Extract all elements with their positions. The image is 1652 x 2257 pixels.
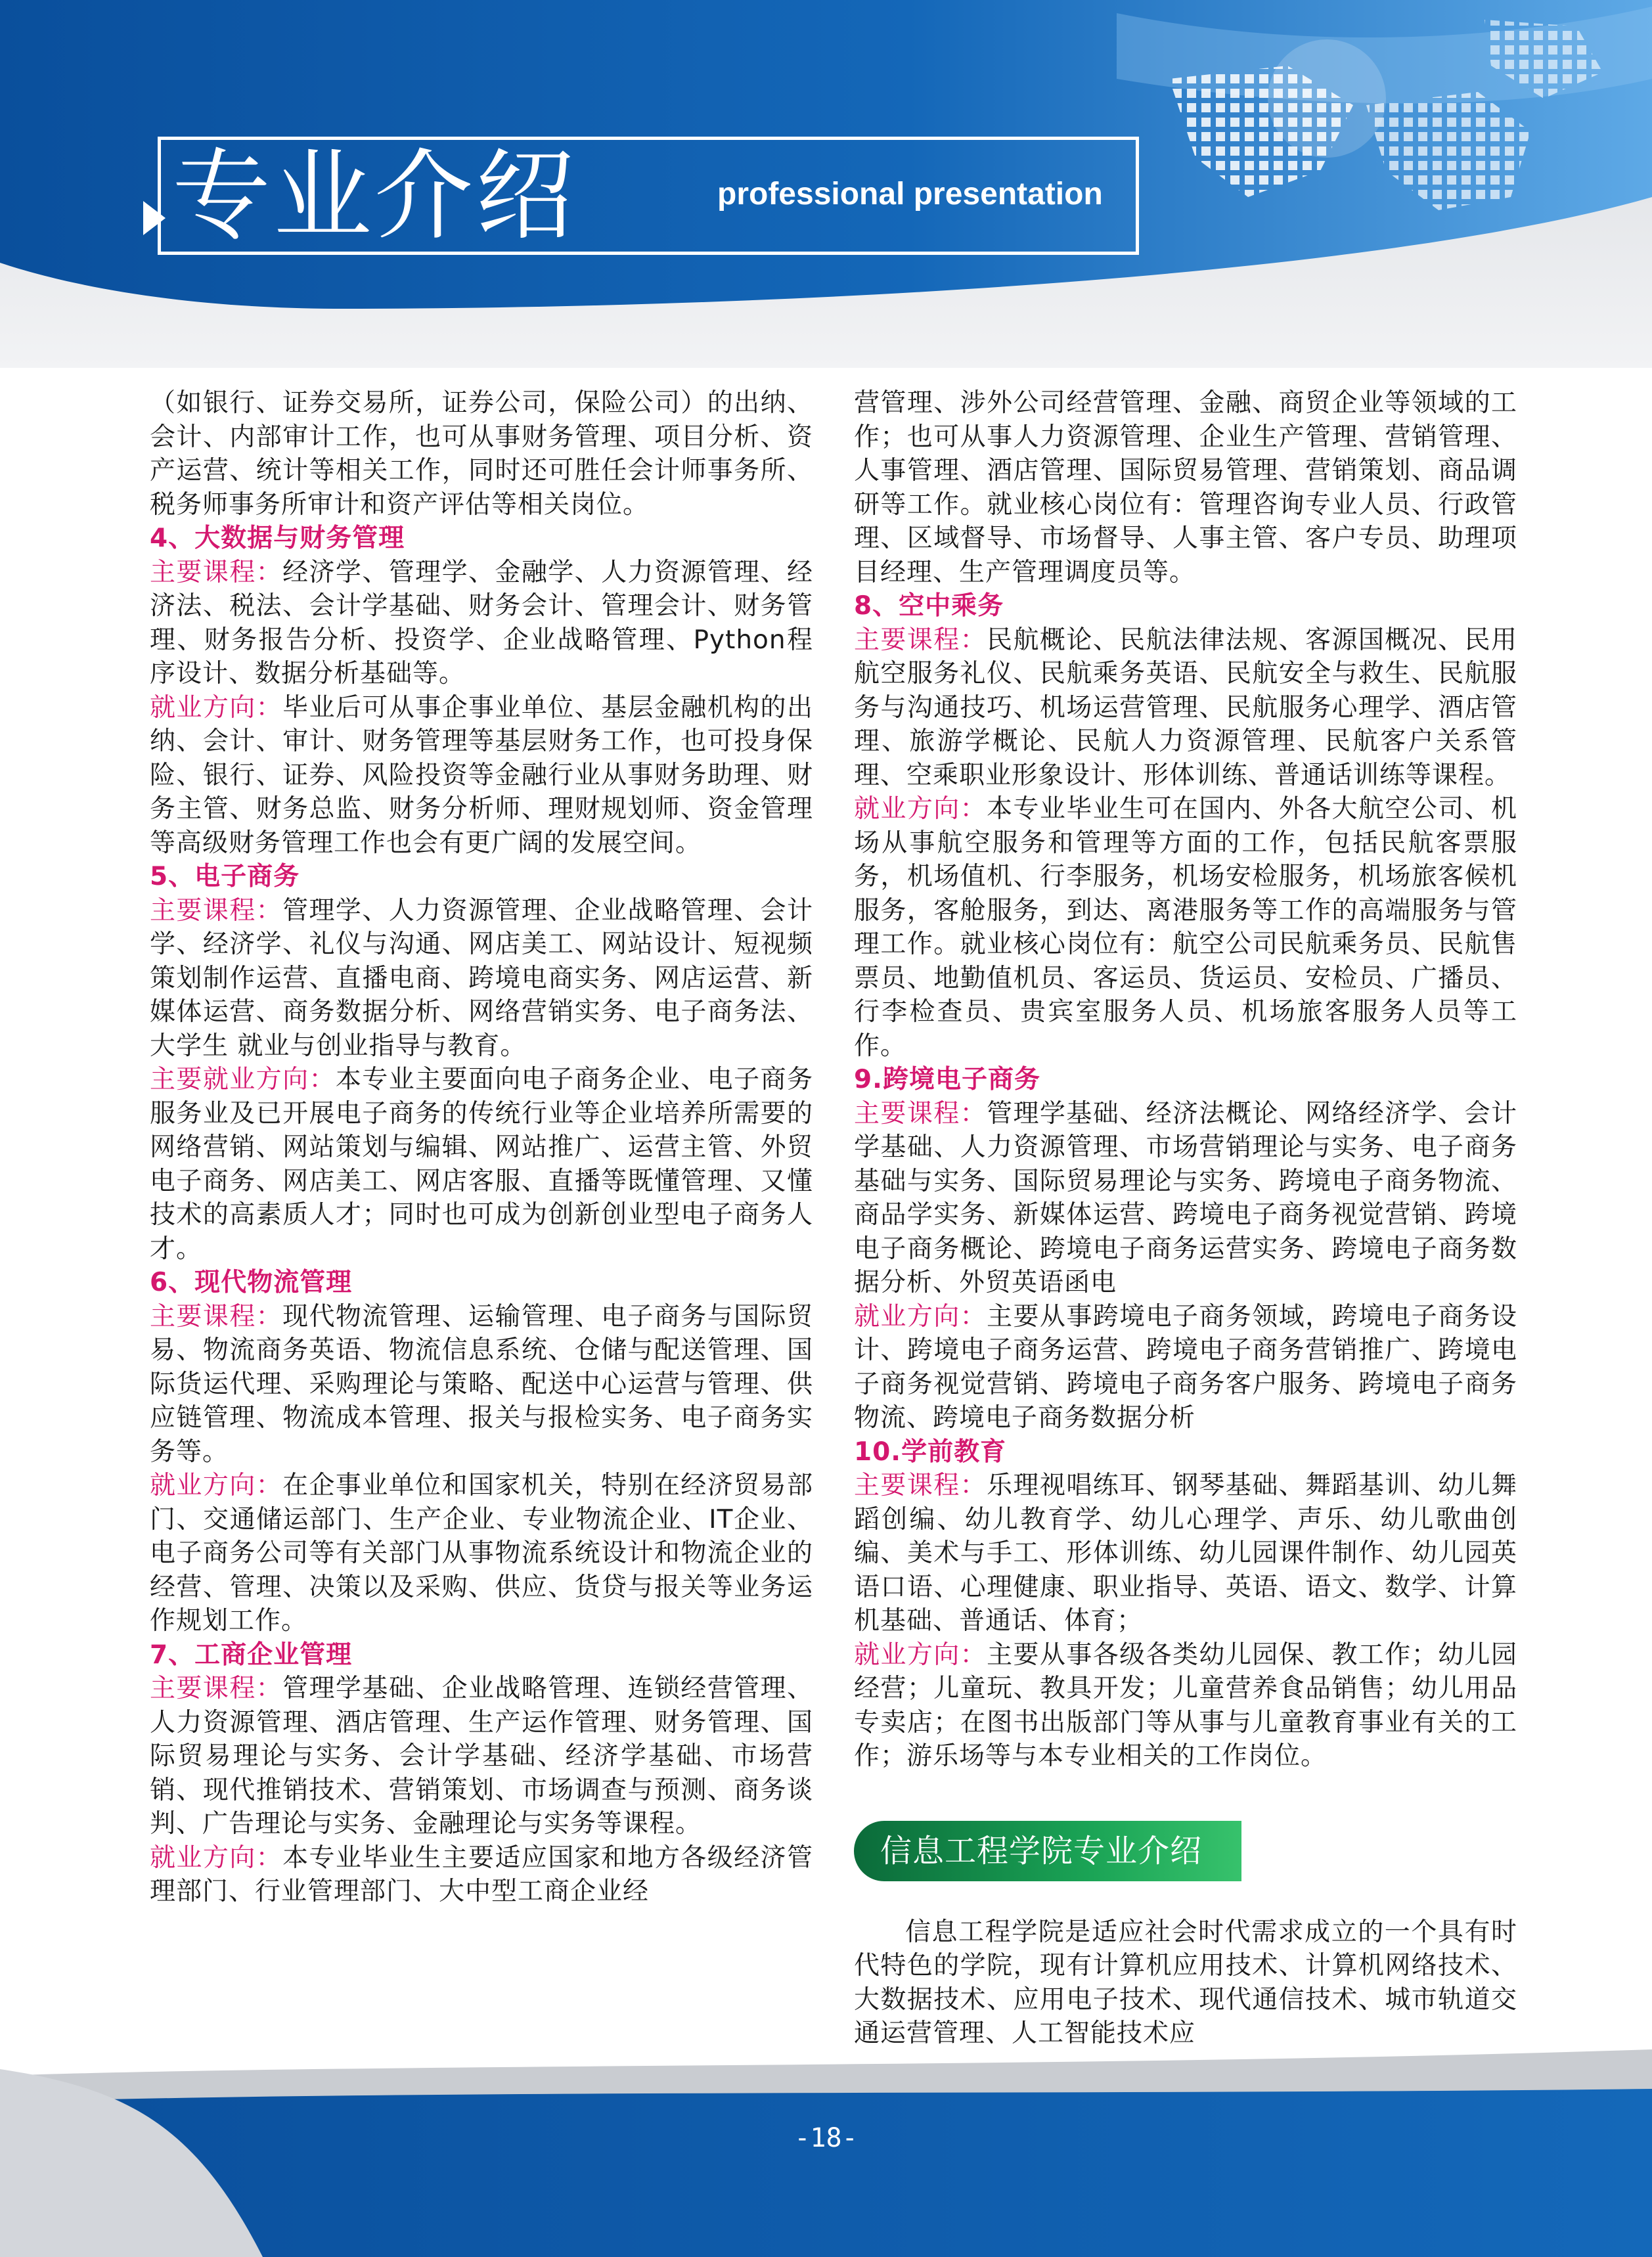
section-heading: 5、电子商务 <box>150 862 300 891</box>
section-heading: 6、现代物流管理 <box>150 1268 353 1297</box>
job-label: 就业方向： <box>854 794 987 824</box>
course-text: 管理学基础、经济法概论、网络经济学、会计学基础、人力资源管理、市场营销理论与实务、电子商务基础与实务、国际贸易理论与实务、跨境电子商务物流、商品学实务、新媒体运营、跨境电子商务视觉营销、跨境电子商务概论、跨境电子商务运营实务、跨境电子商务数据分析、外贸英语函电 <box>854 1098 1517 1297</box>
section-heading: 10.学前教育 <box>854 1437 1007 1467</box>
job-paragraph <box>854 1638 1517 1774</box>
footer-band <box>0 2049 1652 2257</box>
job-label: 就业方向： <box>150 1843 283 1873</box>
job-text: 毕业后可从事企事业单位、基层金融机构的出纳、会计、审计、财务管理等基层财务工作，也可投身保险、银行、证券、风险投资等金融行业从事财务助理、财务主管、财务总监、财务分析师、理财规划师、资金管理等高级财务管理工作也会有更广阔的发展空间。 <box>150 692 813 858</box>
intro-paragraph: （如银行、证券交易所，证券公司，保险公司）的出纳、会计、内部审计工作，也可从事财务管理、项目分析、资产运营、统计等相关工作，同时还可胜任会计师事务所、税务师事务所审计和资产评估等相关岗位。 <box>150 388 813 520</box>
course-label: 主要课程： <box>150 1301 283 1331</box>
left-column <box>150 386 813 1909</box>
job-text: 本专业主要面向电子商务企业、电子商务服务业及已开展电子商务的传统行业等企业培养所需要的网络营销、网站策划与编辑、网站推广、运营主管、外贸电子商务、网店美工、网店客服、直播等既懂管理、又懂技术的高素质人才；同时也可成为创新创业型电子商务人才。 <box>150 1065 813 1264</box>
page-title: 专业介绍 <box>172 139 577 254</box>
job-label: 就业方向： <box>854 1640 987 1670</box>
page-subtitle: professional presentation <box>717 177 1103 212</box>
job-paragraph <box>854 1300 1517 1435</box>
right-column <box>854 386 1517 2051</box>
course-label: 主要课程： <box>854 1098 987 1128</box>
course-text: 管理学、人力资源管理、企业战略管理、会计学、经济学、礼仪与沟通、网店美工、网站设计、短视频策划制作运营、直播电商、跨境电商实务、网店运营、新媒体运营、商务数据分析、网络营销实务、电子商务法、大学生 就业与创业指导与教育。 <box>150 895 813 1061</box>
course-paragraph <box>854 1469 1517 1638</box>
section-heading: 9.跨境电子商务 <box>854 1065 1040 1094</box>
course-text: 乐理视唱练耳、钢琴基础、舞蹈基训、幼儿舞蹈创编、幼儿教育学、幼儿心理学、声乐、幼儿歌曲创编、美术与手工、形体训练、幼儿园课件制作、幼儿园英语口语、心理健康、职业指导、英语、语文、数学、计算机基础、普通话、体育； <box>854 1471 1517 1636</box>
job-label: 就业方向： <box>150 692 283 723</box>
course-label: 主要课程： <box>150 557 283 587</box>
header-banner <box>0 0 1652 368</box>
job-text: 本专业毕业生可在国内、外各大航空公司、机场从事航空服务和管理等方面的工作，包括民航客票服务，机场值机、行李服务，机场安检服务，机场旅客候机服务，客舱服务，到达、离港服务等工作的高端服务与管理工作。就业核心岗位有：航空公司民航乘务员、民航售票员、地勤值机员、客运员、货运员、安检员、广播员、行李检查员、贵宾室服务人员、机场旅客服务人员等工作。 <box>854 794 1517 1061</box>
course-paragraph <box>854 623 1517 793</box>
page-number: -18- <box>794 2123 858 2153</box>
job-paragraph <box>150 691 813 860</box>
job-paragraph <box>150 1841 813 1909</box>
job-label: 主要就业方向： <box>150 1065 336 1094</box>
section-heading: 7、工商企业管理 <box>150 1640 353 1670</box>
title-arrow-icon <box>143 201 166 235</box>
continuation-paragraph: 营管理、涉外公司经营管理、金融、商贸企业等领域的工作；也可从事人力资源管理、企业生产管理、营销管理、人事管理、酒店管理、国际贸易管理、营销策划、商品调研等工作。就业核心岗位有：管理咨询专业人员、行政管理、区域督导、市场督导、人事主管、客户专员、助理项目经理、生产管理调度员等。 <box>854 388 1517 587</box>
job-text: 主要从事跨境电子商务领域，跨境电子商务设计、跨境电子商务运营、跨境电子商务营销推广、跨境电子商务视觉营销、跨境电子商务客户服务、跨境电子商务物流、跨境电子商务数据分析 <box>854 1301 1517 1433</box>
job-text: 主要从事各级各类幼儿园保、教工作；幼儿园经营；儿童玩、教具开发；儿童营养食品销售；幼儿用品专卖店；在图书出版部门等从事与儿童教育事业有关的工作；游乐场等与本专业相关的工作岗位。 <box>854 1640 1517 1771</box>
job-label: 就业方向： <box>854 1301 987 1331</box>
job-paragraph <box>150 1063 813 1266</box>
footer-background <box>0 2049 1652 2257</box>
course-paragraph <box>854 1097 1517 1300</box>
college-banner: 信息工程学院专业介绍 <box>854 1821 1241 1881</box>
course-text: 现代物流管理、运输管理、电子商务与国际贸易、物流商务英语、物流信息系统、仓储与配送管理、国际货运代理、采购理论与策略、配送中心运营与管理、供应链管理、物流成本管理、报关与报检实务、电子商务实务等。 <box>150 1301 813 1467</box>
course-paragraph <box>150 1672 813 1841</box>
course-label: 主要课程： <box>150 1674 283 1703</box>
job-paragraph <box>150 1469 813 1638</box>
course-label: 主要课程： <box>854 625 987 655</box>
course-text: 民航概论、民航法律法规、客源国概况、民用航空服务礼仪、民航乘务英语、民航安全与救生、民航服务与沟通技巧、机场运营管理、民航服务心理学、酒店管理、旅游学概论、民航人力资源管理、民航客户关系管理、空乘职业形象设计、形体训练、普通话训练等课程。 <box>854 625 1517 790</box>
course-paragraph <box>150 1300 813 1469</box>
course-label: 主要课程： <box>854 1471 987 1500</box>
job-text: 本专业毕业生主要适应国家和地方各级经济管理部门、行业管理部门、大中型工商企业经 <box>150 1843 813 1906</box>
course-text: 管理学基础、企业战略管理、连锁经营管理、人力资源管理、酒店管理、生产运作管理、财务管理、国际贸易理论与实务、会计学基础、经济学基础、市场营销、现代推销技术、营销策划、市场调查与预测、商务谈判、广告理论与实务、金融理论与实务等课程。 <box>150 1674 813 1839</box>
section-heading: 4、大数据与财务管理 <box>150 524 405 553</box>
college-intro-paragraph: 信息工程学院是适应社会时代需求成立的一个具有时代特色的学院，现有计算机应用技术、计算机网络技术、大数据技术、应用电子技术、现代通信技术、城市轨道交通运营管理、人工智能技术应 <box>854 1917 1517 2048</box>
job-text: 在企事业单位和国家机关，特别在经济贸易部门、交通储运部门、生产企业、专业物流企业、IT企业、电子商务公司等有关部门从事物流系统设计和物流企业的经营、管理、决策以及采购、供应、货贷与报关等业务运作规划工作。 <box>150 1471 813 1636</box>
job-label: 就业方向： <box>150 1471 283 1500</box>
section-heading: 8、空中乘务 <box>854 591 1004 621</box>
course-paragraph <box>150 894 813 1063</box>
course-text: 经济学、管理学、金融学、人力资源管理、经济法、税法、会计学基础、财务会计、管理会计、财务管理、财务报告分析、投资学、企业战略管理、Python程序设计、数据分析基础等。 <box>150 557 813 688</box>
job-paragraph <box>854 792 1517 1063</box>
course-label: 主要课程： <box>150 895 283 926</box>
course-paragraph <box>150 556 813 691</box>
